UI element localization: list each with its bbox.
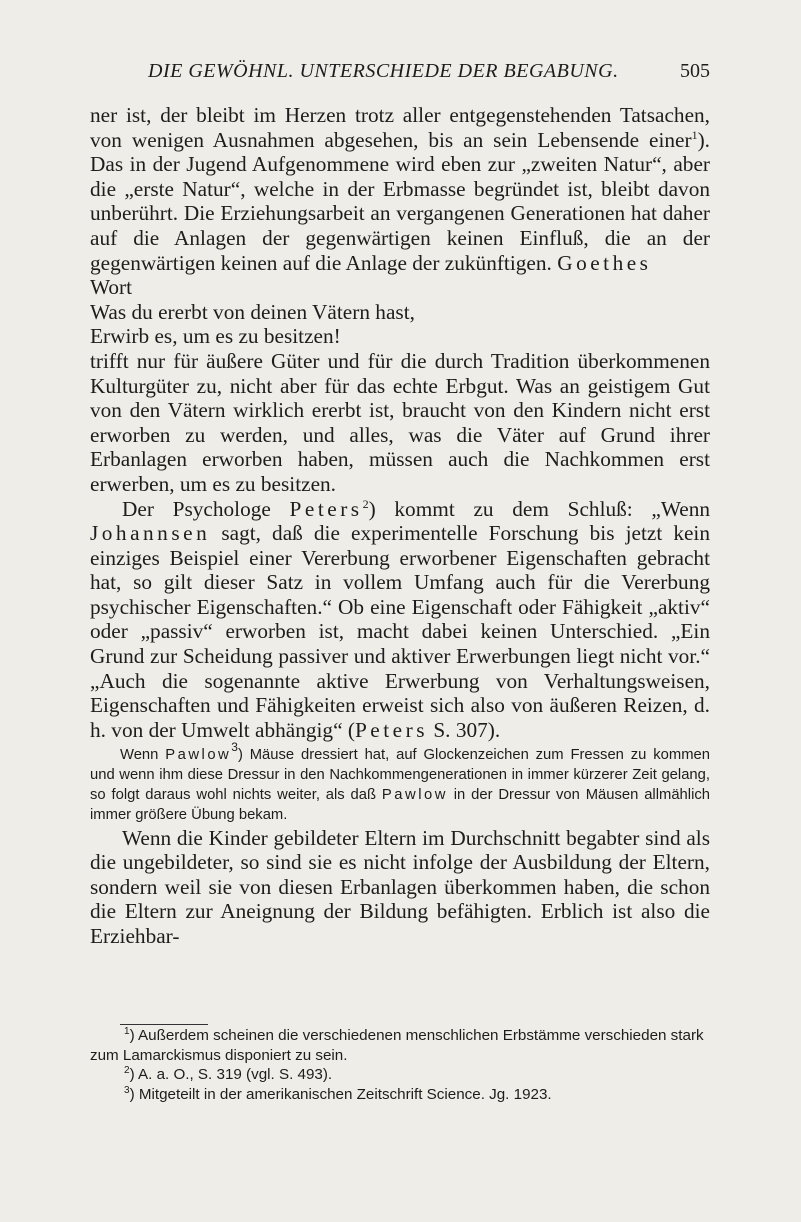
text-run: Wort [90, 275, 133, 300]
footnote-2 [90, 1065, 710, 1085]
spaced-name-peters-2: Peters [354, 717, 428, 742]
text-run: ) Mäuse dressiert hat, auf Glockenzeichen zum Fressen zu kommen und wenn ihm diese Dressur in den Nachkommengenerationen in immer kürzerer Zeit gelang, so folgt daraus wohl nichts weiter, als daß [90, 747, 710, 804]
spaced-name-peters: Peters [289, 496, 363, 521]
body-text [90, 103, 710, 949]
footnote-ref-2: 2 [362, 496, 369, 511]
running-title: DIE GEWÖHNL. UNTERSCHIEDE DER BEGABUNG. [148, 60, 619, 82]
footnote-mark: 1 [124, 1026, 130, 1037]
paragraph-4 [90, 740, 710, 825]
page-header [90, 60, 710, 94]
spaced-name-pawlow: Pawlow [165, 747, 232, 764]
text-run: ner ist, der bleibt im Herzen trotz aller entgegenstehenden Tatsachen, von wenigen Ausnahmen abgesehen, bis an sein Lebensende einer [90, 103, 710, 152]
text-run: S. 307). [433, 717, 501, 742]
footnote-ref-3: 3 [231, 740, 238, 755]
spaced-name-johannsen: Johannsen [90, 521, 211, 546]
paragraph-5: Wenn die Kinder gebildeter Eltern im Durchschnitt begabter sind als die ungebildeter, so sind sie es nicht infolge der Ausbildung der Eltern, sondern weil sie von diesen Erbanlagen überkommen haben, die schon die Eltern zur Aneignung der Bildung befähigten. Erblich ist also die Erziehbar- [90, 825, 710, 948]
footnote-3 [90, 1085, 710, 1105]
spaced-name-goethes: Goethes [557, 250, 652, 275]
verse-line-1: Was du ererbt von deinen Vätern hast, [90, 299, 415, 324]
spaced-name-pawlow-2: Pawlow [381, 787, 448, 804]
verse-line-2: Erwirb es, um es zu besitzen! [90, 324, 341, 349]
footnote-mark: 3 [124, 1084, 130, 1096]
text-run: Wenn [120, 747, 159, 764]
paragraph-2: trifft nur für äußere Güter und für die durch Tradition überkommenen Kulturgüter zu, nicht aber für das echte Erbgut. Was an geistigem Gut von den Vätern wirklich ererbt ist, braucht von den Kindern nicht erst erworben zu werden, und alles, was die Väter auf Grund ihrer Erbanlagen erworben haben, müssen auch die Nachkommen erst erwerben, um es zu besitzen. [90, 348, 710, 496]
text-run: in der Dressur von Mäusen allmählich immer größere Übung bekam. [90, 787, 710, 823]
small-print-note [90, 740, 710, 825]
text-run: Der Psychologe [122, 496, 271, 521]
footnote-text: ) Außerdem scheinen die verschiedenen menschlichen Erbstämme verschieden stark zum Lamarckismus disponiert zu sein. [90, 1027, 704, 1064]
footnote-ref-1: 1 [691, 127, 698, 142]
text-run: sagt, daß die experimentelle Forschung bis jetzt kein einziges Beispiel einer Vererbung erworbener Eigenschaften gebracht hat, so gilt dieser Satz in vollem Umfang auch für die Vererbung psychischer Eigenschaften.“ Ob eine Eigenschaft oder Fähigkeit „aktiv“ oder „passiv“ erworben ist, macht dabei keinen Unterschied. „Ein Grund zur Scheidung passiver und aktiver Erwerbungen liegt nicht vor.“ „Auch die sogenannte aktive Erwerbung von Verhaltungsweisen, Eigenschaften und Fähigkeiten erweist sich also von äußeren Reizen, d. h. von der Umwelt abhängig“ ( [90, 521, 710, 742]
text-run: ) kommt zu dem Schluß: „Wenn [368, 496, 711, 521]
paragraph-3 [90, 497, 710, 743]
footnote-text: ) A. a. O., S. 319 (vgl. S. 493). [129, 1066, 333, 1084]
paragraph-1 [90, 103, 710, 300]
footnotes [90, 1026, 710, 1104]
footnote-1 [90, 1026, 710, 1065]
footnote-divider [120, 1024, 208, 1025]
text-run: ). Das in der Jugend Aufgenommene wird eben zur „zweiten Natur“, aber die „erste Natur“, welche in der Erbmasse begründet ist, bleibt davon unberührt. Die Erziehungsarbeit an vergangenen Generationen hat daher auf die Anlagen der gegenwärtigen keinen Einfluß, die an der gegenwärtigen keinen auf die Anlage der zukünftigen. [90, 127, 710, 275]
page-number: 505 [680, 60, 710, 82]
footnote-mark: 2 [124, 1065, 130, 1077]
footnote-text: ) Mitgeteilt in der amerikanischen Zeitschrift Science. Jg. 1923. [129, 1085, 552, 1103]
